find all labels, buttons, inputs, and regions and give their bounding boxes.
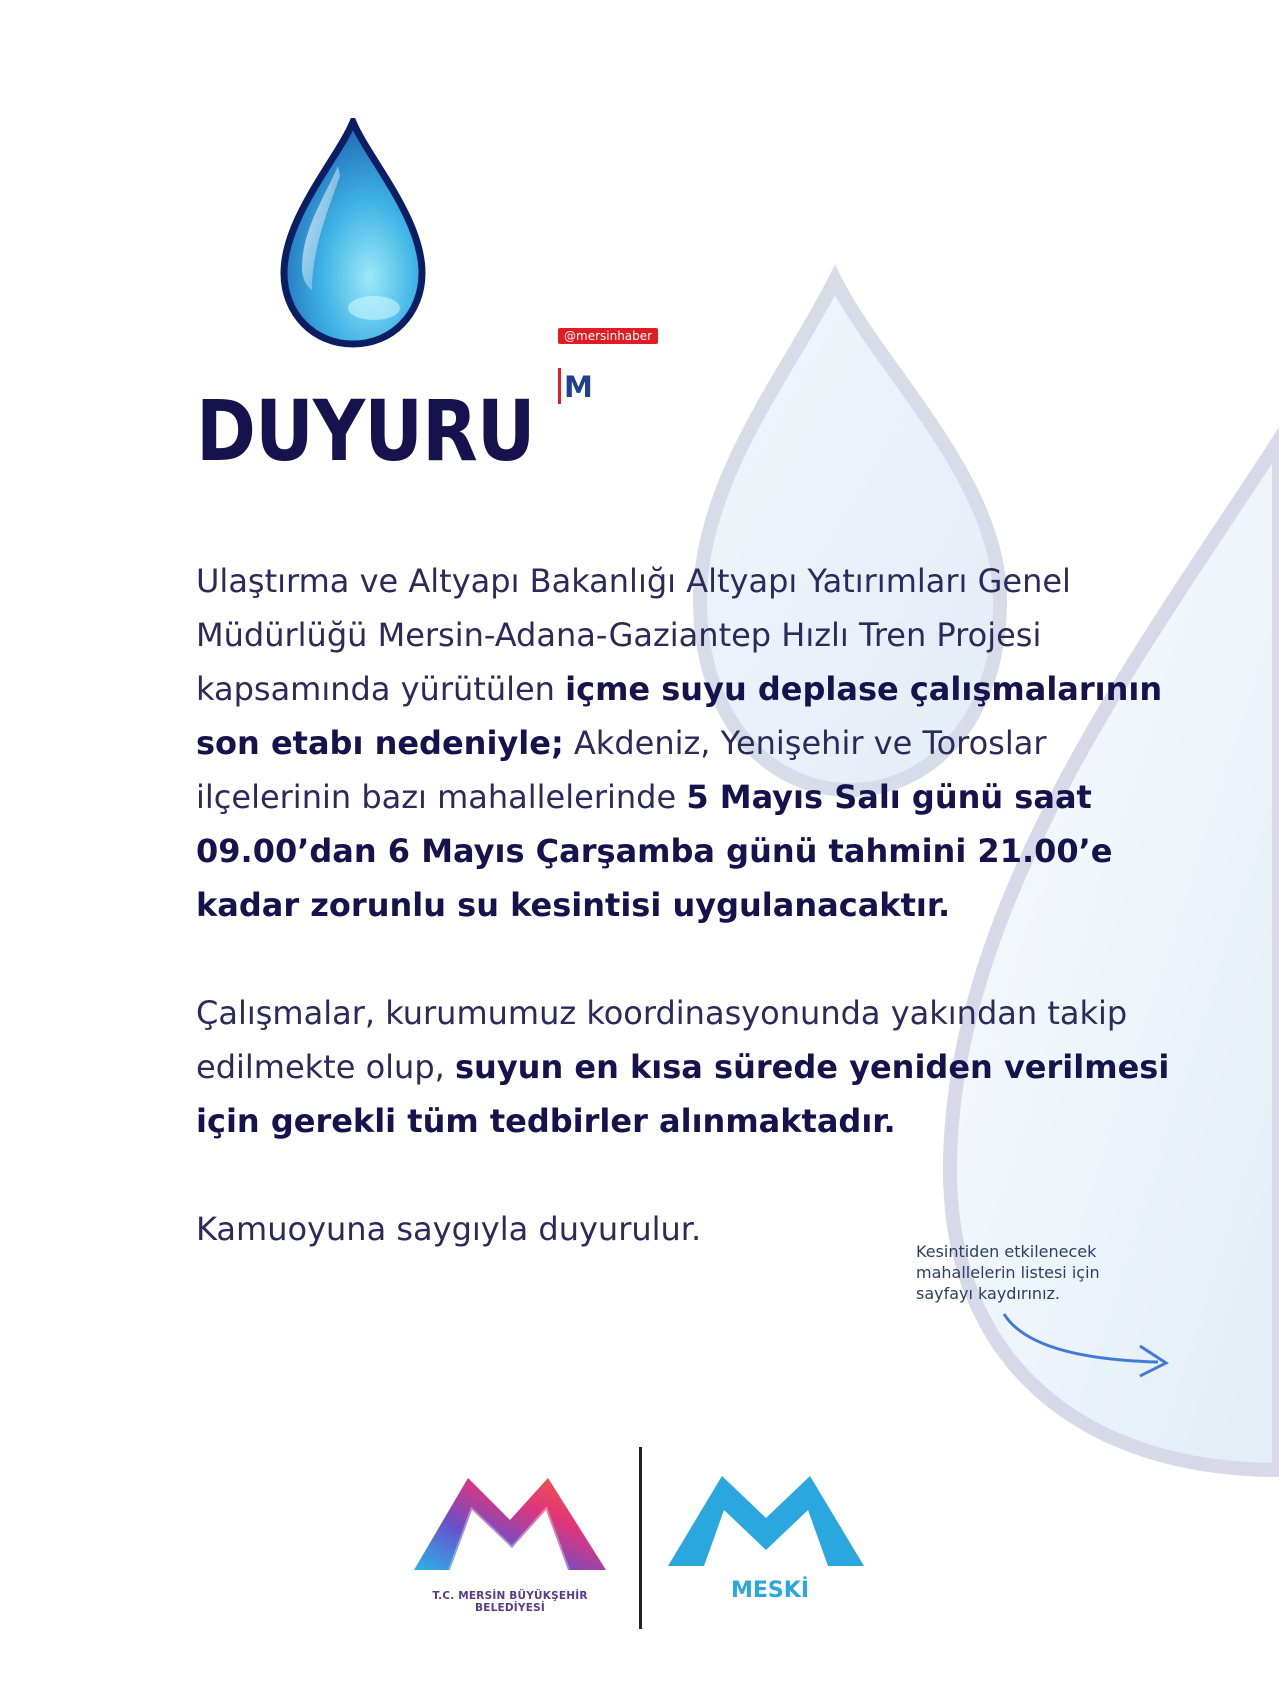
logo-divider bbox=[639, 1447, 642, 1629]
paragraph-status-bold-a: suyun en kısa sürede yeniden verilmesi için gerekli tüm tedbirler alınmaktadır. bbox=[196, 1048, 1170, 1140]
municipality-logo bbox=[400, 1470, 620, 1614]
meski-logo-icon bbox=[664, 1470, 869, 1574]
paragraph-status bbox=[196, 986, 1206, 1148]
municipality-logo-icon bbox=[408, 1470, 613, 1580]
paragraph-status-text-a: Çalışmalar, kurumumuz koordinasyonunda yakından takip edilmekte olup, bbox=[196, 994, 1128, 1086]
meski-name: MESKİ bbox=[731, 1578, 809, 1603]
curved-arrow-icon bbox=[1000, 1310, 1180, 1380]
announcement-body bbox=[196, 554, 1206, 1256]
page-title: DUYURU bbox=[196, 382, 535, 480]
watermark-handle: @mersinhaber bbox=[558, 328, 658, 344]
paragraph-main-text-a: Ulaştırma ve Altyapı Bakanlığı Altyapı Yatırımları Genel Müdürlüğü Mersin-Adana-Gaziantep Hızlı Tren Projesi kapsamında yürütülen bbox=[196, 562, 1071, 708]
paragraph-main-bold-b: 5 Mayıs Salı günü saat 09.00’dan 6 Mayıs Çarşamba günü tahmini 21.00’e kadar zorunlu su kesintisi uygulanacaktır. bbox=[196, 778, 1113, 924]
watermark-m-logo-icon bbox=[558, 368, 598, 404]
paragraph-main bbox=[196, 554, 1206, 932]
meski-logo bbox=[660, 1470, 880, 1610]
scroll-note: Kesintiden etkilenecek mahallelerin listesi için sayfayı kaydırınız. bbox=[916, 1242, 1100, 1303]
paragraph-closing: Kamuoyuna saygıyla duyurulur. bbox=[196, 1210, 702, 1248]
paragraph-main-bold-a: içme suyu deplase çalışmalarının son etabı nedeniyle; bbox=[196, 670, 1163, 762]
water-drop-icon bbox=[278, 118, 428, 350]
paragraph-main-text-b: Akdeniz, Yenişehir ve Toroslar ilçelerinin bazı mahallelerinde bbox=[196, 724, 1047, 816]
svg-text:M: M bbox=[564, 370, 593, 404]
watermark bbox=[558, 328, 788, 418]
municipality-name: T.C. MERSİN BÜYÜKŞEHİR BELEDİYESİ bbox=[432, 1590, 588, 1614]
